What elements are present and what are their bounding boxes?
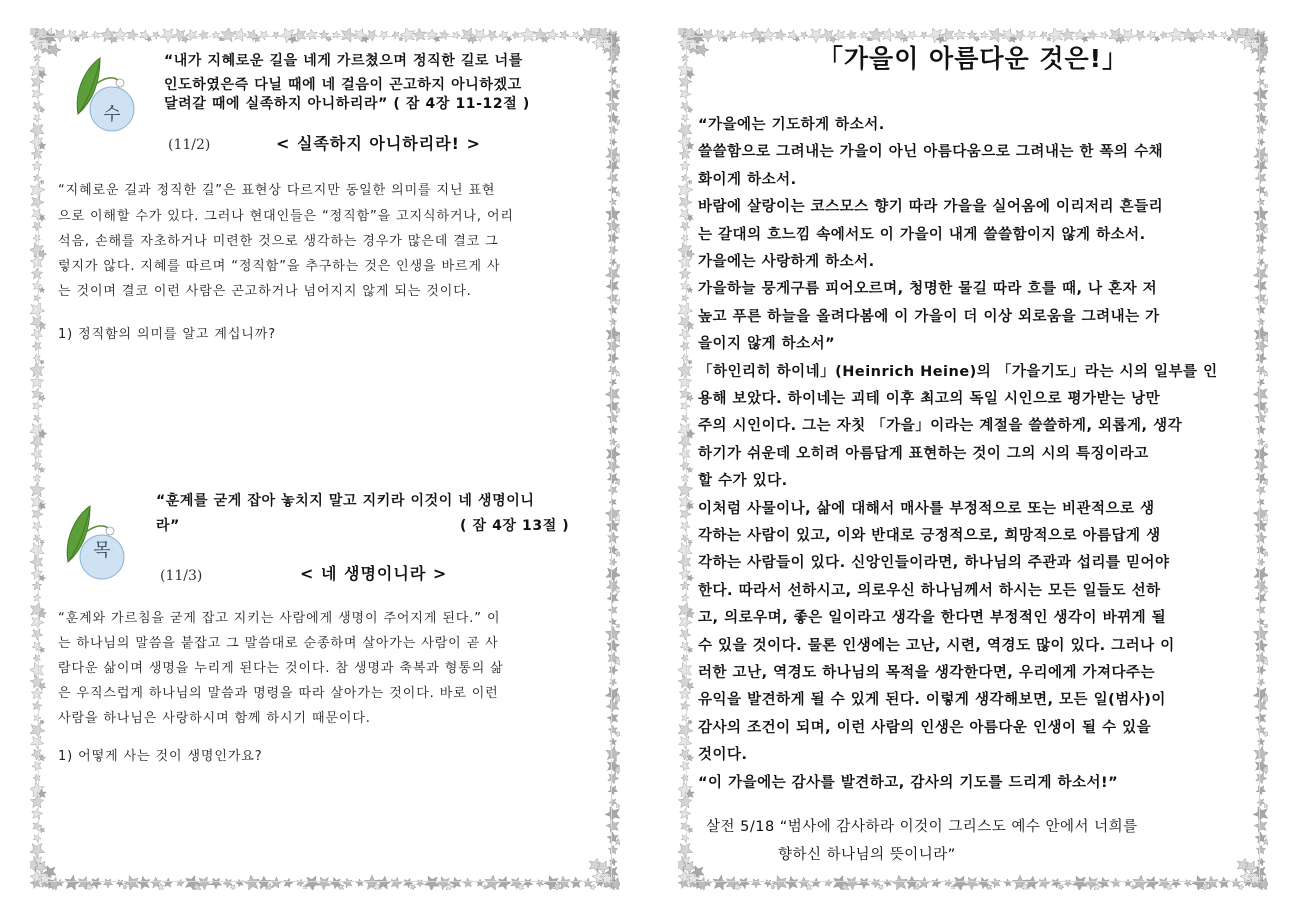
body-line: “지혜로운 길과 정직한 길”은 표현상 다르지만 동일한 의미를 지닌 표현 xyxy=(58,183,496,198)
day-title: < 실족하지 아니하리라! > xyxy=(276,134,481,153)
article-line: 각하는 사람들이 있다. 신앙인들이라면, 하나님의 주관과 섭리를 믿어야 xyxy=(698,555,1170,572)
body-line: 는 하나님의 말씀을 붙잡고 그 말씀대로 순종하며 살아가는 사람이 곧 사 xyxy=(58,636,499,651)
question: 1) 어떻게 사는 것이 생명인가요? xyxy=(58,749,263,764)
verse-reference: ( 잠 4장 13절 ) xyxy=(460,518,570,534)
article-line: 높고 푸른 하늘을 올려다봄에 이 가을이 더 이상 외로움을 그려내는 가 xyxy=(698,308,1160,325)
article-line: 할 수가 있다. xyxy=(698,473,788,490)
body-line: 석음, 손해를 자초하거나 미련한 것으로 생각하는 경우가 많은데 결코 그 xyxy=(58,234,499,249)
article-line: 한다. 따라서 선하시고, 의로우신 하나님께서 하시는 모든 일들도 선하 xyxy=(698,582,1161,599)
article-line: 화이게 하소서. xyxy=(698,171,797,188)
article-line: 러한 고난, 역경도 하나님의 목적을 생각한다면, 우리에게 가져다주는 xyxy=(698,665,1156,681)
article-line: 이처럼 사물이나, 삶에 대해서 매사를 부정적으로 또는 비관적으로 생 xyxy=(698,500,1155,517)
right-page xyxy=(678,28,1268,890)
article-line: 가을하늘 뭉게구름 피어오르며, 청명한 물길 따라 흐를 때, 나 혼자 저 xyxy=(698,281,1158,298)
verse-line: “내가 지혜로운 길을 네게 가르쳤으며 정직한 길로 너를 xyxy=(164,53,523,69)
left-page xyxy=(30,28,620,890)
article-line: 것이다. xyxy=(698,747,748,764)
body-line: 는 것이며 결코 이런 사람은 곤고하거나 넘어지지 않게 되는 것이다. xyxy=(58,284,472,299)
day-char-tue: 수 xyxy=(103,104,121,125)
article-line: 을이지 않게 하소서” xyxy=(698,336,836,353)
verse-line: 라” xyxy=(156,518,180,534)
day-title: < 네 생명이니라 > xyxy=(300,564,448,583)
question: 1) 정직함의 의미를 알고 계십니까? xyxy=(58,327,277,342)
article-line: “이 가을에는 감사를 발견하고, 감사의 기도를 드리게 하소서!” xyxy=(698,774,1119,791)
article-line: 쓸쓸함으로 그려내는 가을이 아닌 아름다움으로 그려내는 한 폭의 수채 xyxy=(698,144,1164,161)
article-line: 고, 의로우며, 좋은 일이라고 생각을 한다면 부정적인 생각이 바뀌게 될 xyxy=(698,610,1167,627)
verse-line: “훈계를 굳게 잡아 놓치지 말고 지키라 이것이 네 생명이니 xyxy=(156,493,535,509)
article-line: 용해 보았다. 하이네는 괴테 이후 최고의 독일 시인으로 평가받는 낭만 xyxy=(698,391,1161,407)
article-line: 가을에는 사랑하게 하소서. xyxy=(698,254,875,270)
body-line: 람다운 삶이며 생명을 누리게 된다는 것이다. 참 생명과 축복과 형통의 삶 xyxy=(58,661,504,676)
article-line: 「하인리히 하이네」(Heinrich Heine)의 「가을기도」라는 시의 일부를 인 xyxy=(698,363,1218,380)
body-line: 으로 이해할 수가 있다. 그러나 현대인들은 “정직함”을 고지식하거나, 어리 xyxy=(58,209,514,224)
article-line: 주의 시인이다. 그는 자칫 「가을」이라는 계절을 쓸쓸하게, 외롭게, 생각 xyxy=(698,418,1183,435)
article-line: 는 갈대의 흐느낌 속에서도 이 가을이 내게 쓸쓸함이지 않게 하소서. xyxy=(698,226,1146,243)
verse-line: 인도하였은즉 다닐 때에 네 걸음이 곤고하지 아니하겠고 xyxy=(164,77,522,93)
article-line: 하기가 쉬운데 오히려 아름답게 표현하는 것이 그의 시의 특징이라고 xyxy=(698,445,1149,462)
article-line: 유익을 발견하게 될 수 있게 된다. 이렇게 생각해보면, 모든 일(범사)이 xyxy=(698,692,1166,709)
body-line: “훈계와 가르침을 굳게 잡고 지키는 사람에게 생명이 주어지게 된다.” 이 xyxy=(58,611,501,626)
body-line: 사람을 하나님은 사랑하시며 함께 하시기 때문이다. xyxy=(58,711,371,726)
article-line: 바람에 살랑이는 코스모스 향기 따라 가을을 실어옴에 이리저리 흔들리 xyxy=(698,199,1164,216)
day-char-thu: 목 xyxy=(93,540,111,561)
page-title: 「가을이 아름다운 것은!」 xyxy=(817,44,1129,73)
date-label: (11/2) xyxy=(168,137,211,153)
article-line: 각하는 사람이 있고, 이와 반대로 긍정적으로, 희망적으로 아름답게 생 xyxy=(698,528,1161,544)
verse-line: 달려갈 때에 실족하지 아니하리라” ( 잠 4장 11-12절 ) xyxy=(164,96,530,112)
body-line: 은 우직스럽게 하나님의 말씀과 명령을 따라 살아가는 것이다. 바로 이런 xyxy=(58,686,499,701)
footer-verse-line: 향하신 하나님의 뜻이니라” xyxy=(778,847,956,863)
article-line: 수 있을 것이다. 물론 인생에는 고난, 시련, 역경도 많이 있다. 그러나 이 xyxy=(698,637,1175,654)
body-line: 렇지가 않다. 지혜를 따르며 “정직함”을 추구하는 것은 인생을 바르게 사 xyxy=(58,259,501,274)
article-line: “가을에는 기도하게 하소서. xyxy=(698,117,885,133)
footer-verse-line: 살전 5/18 “범사에 감사하라 이것이 그리스도 예수 안에서 너희를 xyxy=(706,819,1138,835)
article-line: 감사의 조건이 되며, 이런 사람의 인생은 아름다운 인생이 될 수 있을 xyxy=(698,719,1152,736)
date-label: (11/3) xyxy=(160,568,203,584)
